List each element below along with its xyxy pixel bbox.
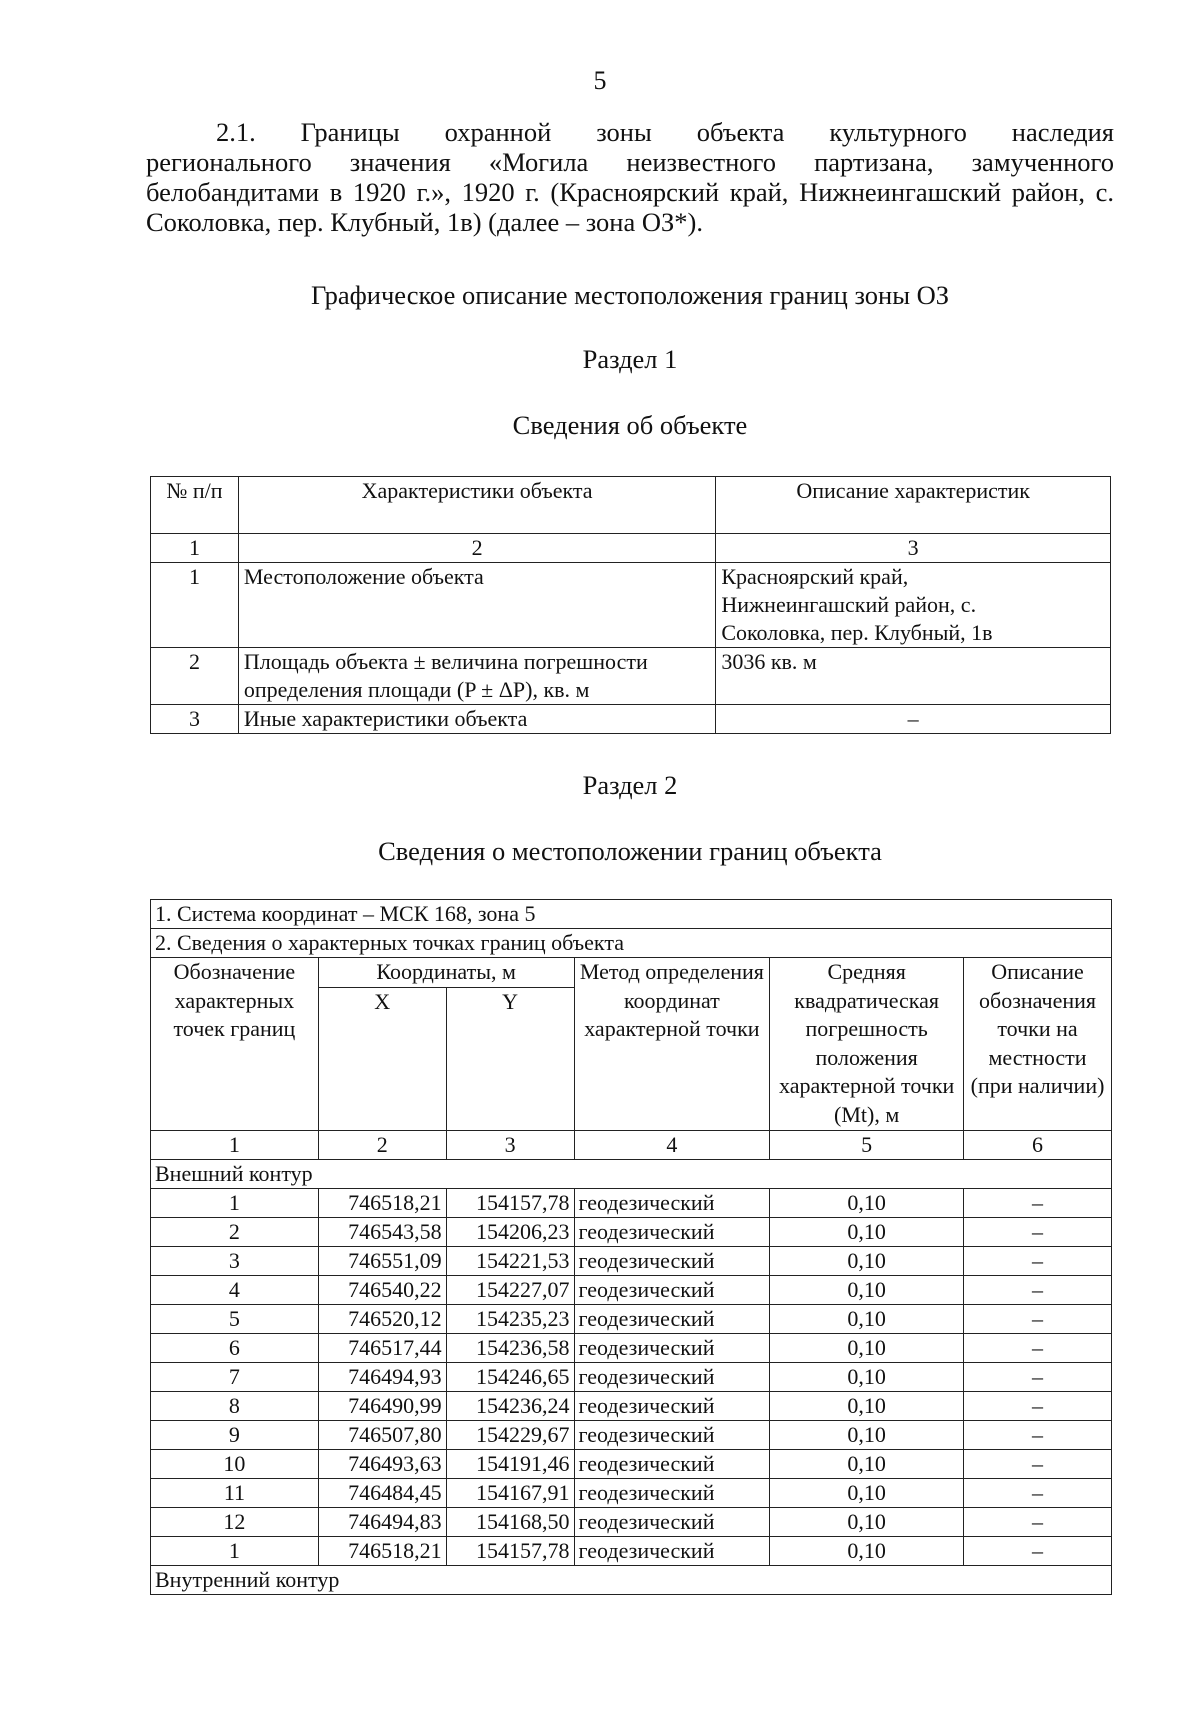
point-method: геодезический [574, 1536, 770, 1565]
section1-title: Раздел 1 [582, 344, 678, 374]
index-cell: 4 [574, 1130, 770, 1159]
index-cell: 3 [446, 1130, 574, 1159]
point-x: 746494,93 [318, 1362, 446, 1391]
point-id: 1 [151, 1188, 319, 1217]
point-mt: 0,10 [770, 1333, 964, 1362]
index-cell: 2 [238, 534, 715, 563]
inner-contour-label: Внутренний контур [151, 1565, 1112, 1594]
point-method: геодезический [574, 1478, 770, 1507]
intro-first-line: 2.1. Границы охранной зоны объекта культурного наследия [216, 117, 1114, 147]
index-cell: 6 [964, 1130, 1112, 1159]
intro-paragraph [146, 117, 1114, 237]
point-desc: – [964, 1188, 1112, 1217]
table-header-row [151, 477, 1111, 534]
point-id: 10 [151, 1449, 319, 1478]
point-mt: 0,10 [770, 1478, 964, 1507]
index-cell: 1 [151, 534, 239, 563]
table-index-row [151, 534, 1111, 563]
header-point-desc: Описание обозначения точки на местности (при наличии) [964, 958, 1112, 1131]
object-info-table [150, 476, 1111, 734]
row-num: 1 [151, 563, 239, 648]
intro-rest: регионального значения «Могила неизвестного партизана, замученного белобандитами в 1920 г.», 1920 г. (Красноярский край, Нижнеингашский район, с. Соколовка, пер. Клубный, 1в) (далее – зона ОЗ*). [146, 147, 1114, 237]
point-method: геодезический [574, 1507, 770, 1536]
row-description: – [716, 705, 1111, 734]
point-desc: – [964, 1275, 1112, 1304]
row-characteristic: Площадь объекта ± величина погрешности определения площади (P ± ΔP), кв. м [238, 648, 715, 705]
table-index-row [151, 1130, 1112, 1159]
header-x: X [318, 987, 446, 1130]
section1-subtitle: Сведения об объекте [512, 410, 748, 440]
point-desc: – [964, 1391, 1112, 1420]
point-mt: 0,10 [770, 1304, 964, 1333]
point-desc: – [964, 1449, 1112, 1478]
point-mt: 0,10 [770, 1188, 964, 1217]
table-row [151, 1507, 1112, 1536]
coord-system-row [151, 900, 1112, 929]
point-mt: 0,10 [770, 1217, 964, 1246]
point-y: 154227,07 [446, 1275, 574, 1304]
table-row [151, 1304, 1112, 1333]
point-method: геодезический [574, 1420, 770, 1449]
header-method: Метод определения координат характерной точки [574, 958, 770, 1131]
table-row [151, 1449, 1112, 1478]
point-mt: 0,10 [770, 1449, 964, 1478]
points-info-row [151, 929, 1112, 958]
header-description: Описание характеристик [716, 477, 1111, 534]
point-y: 154246,65 [446, 1362, 574, 1391]
table-row [151, 1362, 1112, 1391]
point-mt: 0,10 [770, 1246, 964, 1275]
point-y: 154157,78 [446, 1188, 574, 1217]
table-row [151, 1536, 1112, 1565]
page-number: 5 [593, 66, 607, 95]
row-description: 3036 кв. м [716, 648, 1111, 705]
point-id: 2 [151, 1217, 319, 1246]
table-row [151, 1188, 1112, 1217]
point-method: геодезический [574, 1362, 770, 1391]
point-id: 9 [151, 1420, 319, 1449]
point-y: 154236,58 [446, 1333, 574, 1362]
table-row [151, 1478, 1112, 1507]
point-y: 154157,78 [446, 1536, 574, 1565]
table-header-row [151, 958, 1112, 988]
point-x: 746494,83 [318, 1507, 446, 1536]
point-x: 746543,58 [318, 1217, 446, 1246]
outer-contour-row [151, 1159, 1112, 1188]
point-desc: – [964, 1420, 1112, 1449]
point-x: 746520,12 [318, 1304, 446, 1333]
point-y: 154236,24 [446, 1391, 574, 1420]
point-method: геодезический [574, 1217, 770, 1246]
point-x: 746493,63 [318, 1449, 446, 1478]
point-id: 7 [151, 1362, 319, 1391]
point-x: 746490,99 [318, 1391, 446, 1420]
point-desc: – [964, 1217, 1112, 1246]
point-id: 6 [151, 1333, 319, 1362]
table-row [151, 1391, 1112, 1420]
index-cell: 1 [151, 1130, 319, 1159]
header-coords: Координаты, м [318, 958, 574, 988]
index-cell: 3 [716, 534, 1111, 563]
point-desc: – [964, 1246, 1112, 1275]
table-row [151, 563, 1111, 648]
point-id: 12 [151, 1507, 319, 1536]
point-desc: – [964, 1362, 1112, 1391]
point-method: геодезический [574, 1275, 770, 1304]
point-y: 154221,53 [446, 1246, 574, 1275]
point-x: 746507,80 [318, 1420, 446, 1449]
header-designation: Обозначение характерных точек границ [151, 958, 319, 1131]
point-method: геодезический [574, 1333, 770, 1362]
point-mt: 0,10 [770, 1507, 964, 1536]
point-desc: – [964, 1507, 1112, 1536]
table-row [151, 1420, 1112, 1449]
row-num: 2 [151, 648, 239, 705]
point-mt: 0,10 [770, 1362, 964, 1391]
inner-contour-row [151, 1565, 1112, 1594]
point-y: 154168,50 [446, 1507, 574, 1536]
boundary-points-table [150, 899, 1112, 1595]
point-mt: 0,10 [770, 1420, 964, 1449]
points-info: 2. Сведения о характерных точках границ объекта [151, 929, 1112, 958]
point-id: 4 [151, 1275, 319, 1304]
point-x: 746540,22 [318, 1275, 446, 1304]
table-row [151, 1333, 1112, 1362]
header-y: Y [446, 987, 574, 1130]
point-desc: – [964, 1304, 1112, 1333]
point-id: 5 [151, 1304, 319, 1333]
point-method: геодезический [574, 1188, 770, 1217]
point-x: 746484,45 [318, 1478, 446, 1507]
point-y: 154229,67 [446, 1420, 574, 1449]
row-num: 3 [151, 705, 239, 734]
point-method: геодезический [574, 1391, 770, 1420]
header-num: № п/п [151, 477, 239, 534]
point-method: геодезический [574, 1449, 770, 1478]
outer-contour-label: Внешний контур [151, 1159, 1112, 1188]
row-description: Красноярский край, Нижнеингашский район, с. Соколовка, пер. Клубный, 1в [716, 563, 1111, 648]
point-y: 154167,91 [446, 1478, 574, 1507]
row-characteristic: Иные характеристики объекта [238, 705, 715, 734]
table-row [151, 1217, 1112, 1246]
table-row [151, 1275, 1112, 1304]
header-characteristics: Характеристики объекта [238, 477, 715, 534]
section2-subtitle: Сведения о местоположении границ объекта [378, 836, 882, 866]
point-y: 154235,23 [446, 1304, 574, 1333]
row-characteristic: Местоположение объекта [238, 563, 715, 648]
point-id: 8 [151, 1391, 319, 1420]
point-x: 746551,09 [318, 1246, 446, 1275]
point-x: 746517,44 [318, 1333, 446, 1362]
point-id: 11 [151, 1478, 319, 1507]
graphic-description-heading: Графическое описание местоположения границ зоны ОЗ [310, 280, 950, 310]
point-id: 3 [151, 1246, 319, 1275]
point-desc: – [964, 1536, 1112, 1565]
table-row [151, 1246, 1112, 1275]
table-row [151, 648, 1111, 705]
index-cell: 5 [770, 1130, 964, 1159]
index-cell: 2 [318, 1130, 446, 1159]
point-method: геодезический [574, 1246, 770, 1275]
point-y: 154206,23 [446, 1217, 574, 1246]
point-x: 746518,21 [318, 1536, 446, 1565]
point-method: геодезический [574, 1304, 770, 1333]
point-desc: – [964, 1333, 1112, 1362]
section2-title: Раздел 2 [582, 770, 678, 800]
points-body [151, 1188, 1112, 1565]
point-id: 1 [151, 1536, 319, 1565]
point-mt: 0,10 [770, 1536, 964, 1565]
point-desc: – [964, 1478, 1112, 1507]
point-x: 746518,21 [318, 1188, 446, 1217]
point-mt: 0,10 [770, 1275, 964, 1304]
point-mt: 0,10 [770, 1391, 964, 1420]
header-error: Средняя квадратическая погрешность положения характерной точки (Mt), м [770, 958, 964, 1131]
coord-system: 1. Система координат – МСК 168, зона 5 [151, 900, 1112, 929]
table-row [151, 705, 1111, 734]
point-y: 154191,46 [446, 1449, 574, 1478]
